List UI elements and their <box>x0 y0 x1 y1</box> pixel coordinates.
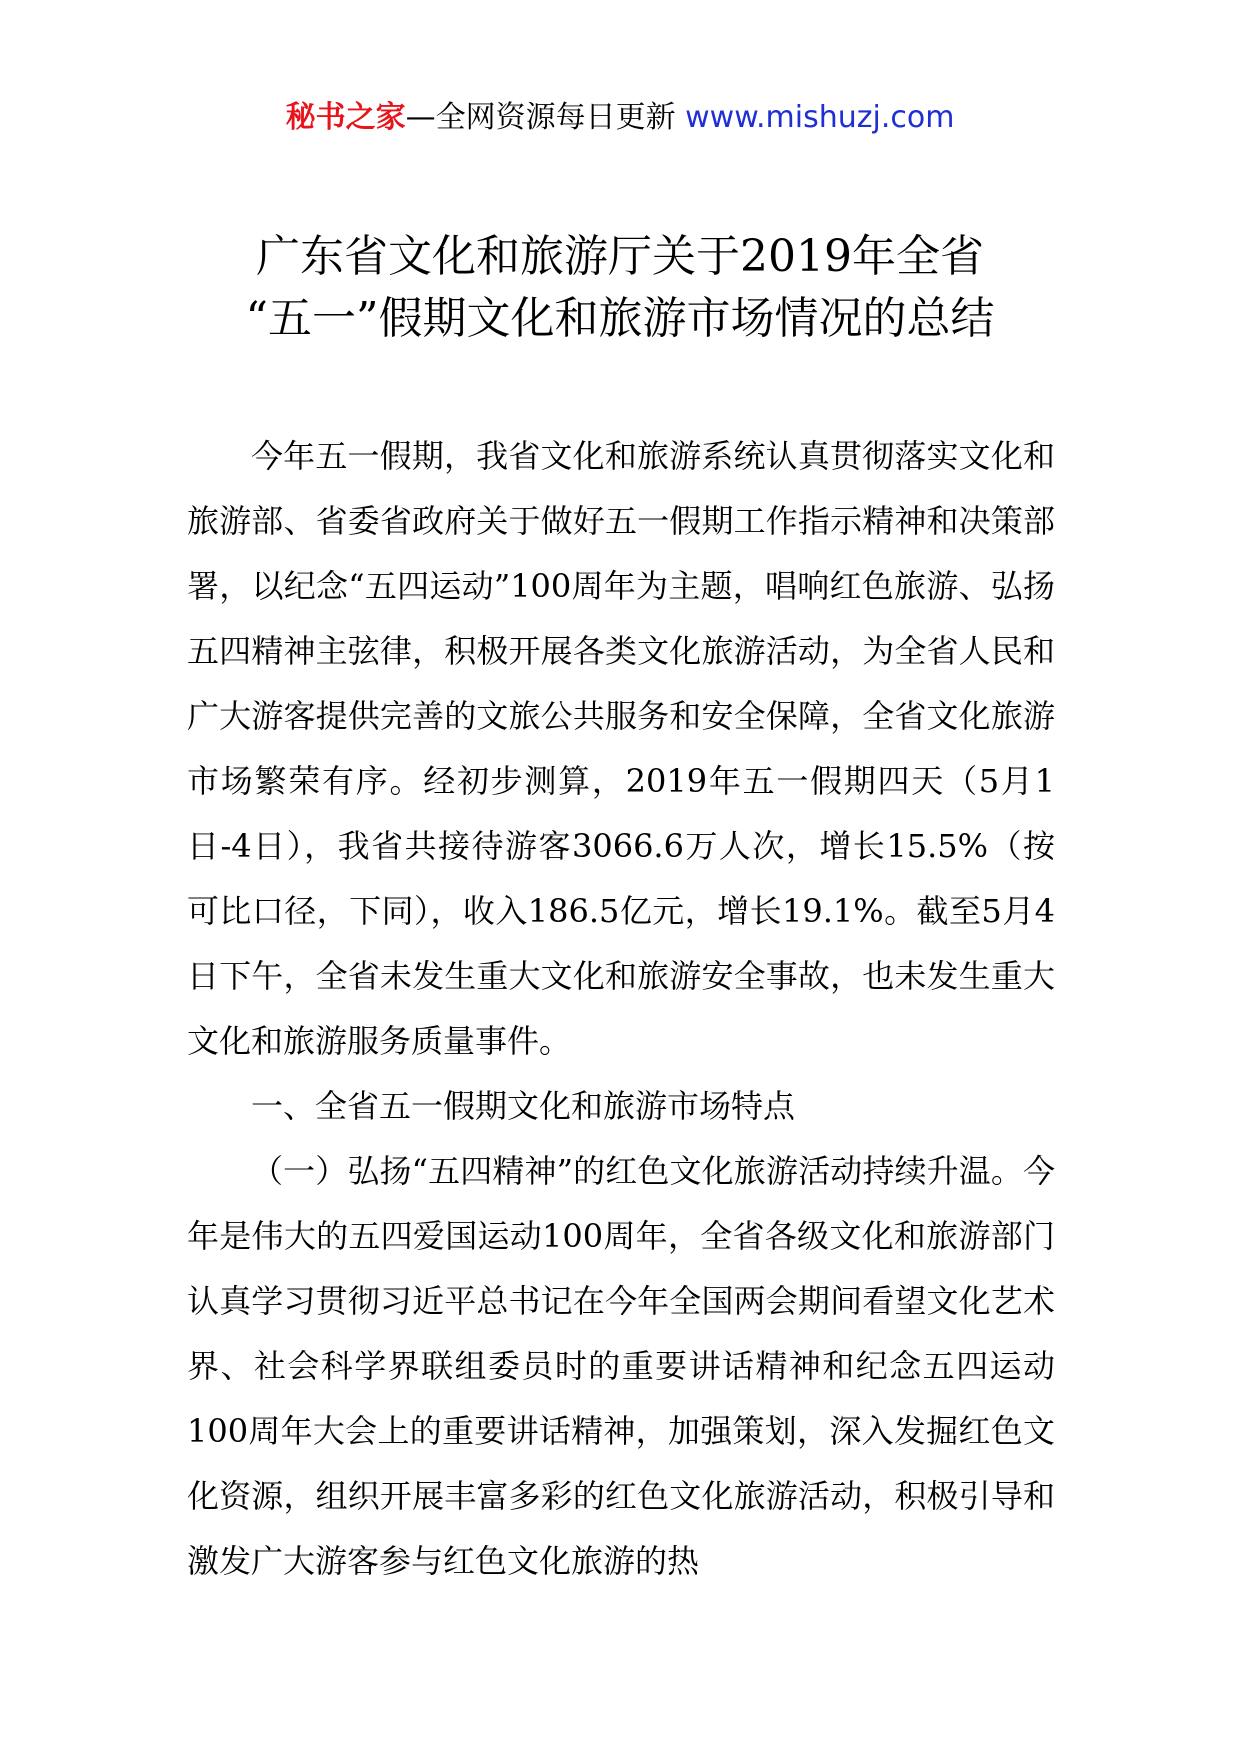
intro-paragraph: 今年五一假期，我省文化和旅游系统认真贯彻落实文化和旅游部、省委省政府关于做好五一假期工作指示精神和决策部署，以纪念“五四运动”100周年为主题，唱响红色旅游、弘扬五四精神主弦律，积极开展各类文化旅游活动，为全省人民和广大游客提供完善的文旅公共服务和安全保障，全省文化旅游市场繁荣有序。经初步测算，2019年五一假期四天（5月1日-4日），我省共接待游客3066.6万人次，增长15.5%（按可比口径，下同），收入186.5亿元，增长19.1%。截至5月4日下午，全省未发生重大文化和旅游安全事故，也未发生重大文化和旅游服务质量事件。 <box>187 437 1055 1060</box>
section-heading: 一、全省五一假期文化和旅游市场特点 <box>251 1087 796 1125</box>
title-line-2: “五一”假期文化和旅游市场情况的总结 <box>245 293 995 344</box>
brand-name: 秘书之家 <box>285 100 406 135</box>
header-tagline: —全网资源每日更新 <box>405 100 676 135</box>
site-url-link[interactable]: www.mishuzj.com <box>685 100 955 135</box>
title-line-1: 广东省文化和旅游厅关于2019年全省 <box>256 231 984 282</box>
site-header <box>0 98 1240 138</box>
document-title <box>140 226 1100 350</box>
document-body <box>187 424 1055 1594</box>
subsection-paragraph: （一）弘扬“五四精神”的红色文化旅游活动持续升温。今年是伟大的五四爱国运动100周年，全省各级文化和旅游部门认真学习贯彻习近平总书记在今年全国两会期间看望文化艺术界、社会科学界联组委员时的重要讲话精神和纪念五四运动100周年大会上的重要讲话精神，加强策划，深入发掘红色文化资源，组织开展丰富多彩的红色文化旅游活动，积极引导和激发广大游客参与红色文化旅游的热 <box>187 1152 1055 1580</box>
